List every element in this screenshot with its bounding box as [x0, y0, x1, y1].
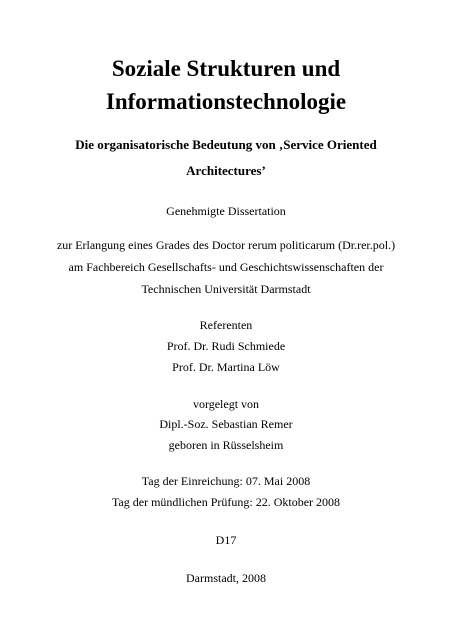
referee-2: Prof. Dr. Martina Löw	[172, 360, 280, 374]
dissertation-code: D17	[215, 533, 237, 547]
place-year: Darmstadt, 2008	[186, 571, 266, 585]
subtitle-line-2: Architectures’	[186, 163, 266, 178]
author-birthplace: geboren in Rüsselsheim	[168, 438, 284, 452]
referee-1: Prof. Dr. Rudi Schmiede	[166, 339, 286, 353]
dissertation-type: Genehmigte Dissertation	[166, 204, 286, 218]
title-line-1: Soziale Strukturen und	[111, 56, 341, 81]
purpose-line-3: Technischen Universität Darmstadt	[141, 282, 311, 296]
author-name: Dipl.-Soz. Sebastian Remer	[159, 417, 293, 431]
submission-date: Tag der Einreichung: 07. Mai 2008	[141, 474, 311, 488]
purpose-line-2: am Fachbereich Gesellschafts- und Geschichtswissenschaften der	[68, 260, 384, 274]
referees-heading: Referenten	[199, 318, 253, 332]
title-line-2: Informationstechnologie	[105, 89, 347, 114]
oral-exam-date: Tag der mündlichen Prüfung: 22. Oktober 2008	[111, 495, 341, 509]
subtitle-line-1: Die organisatorische Bedeutung von ‚Service Oriented	[75, 137, 377, 152]
purpose-line-1: zur Erlangung eines Grades des Doctor rerum politicarum (Dr.rer.pol.)	[56, 238, 396, 252]
presented-by: vorgelegt von	[192, 397, 260, 411]
